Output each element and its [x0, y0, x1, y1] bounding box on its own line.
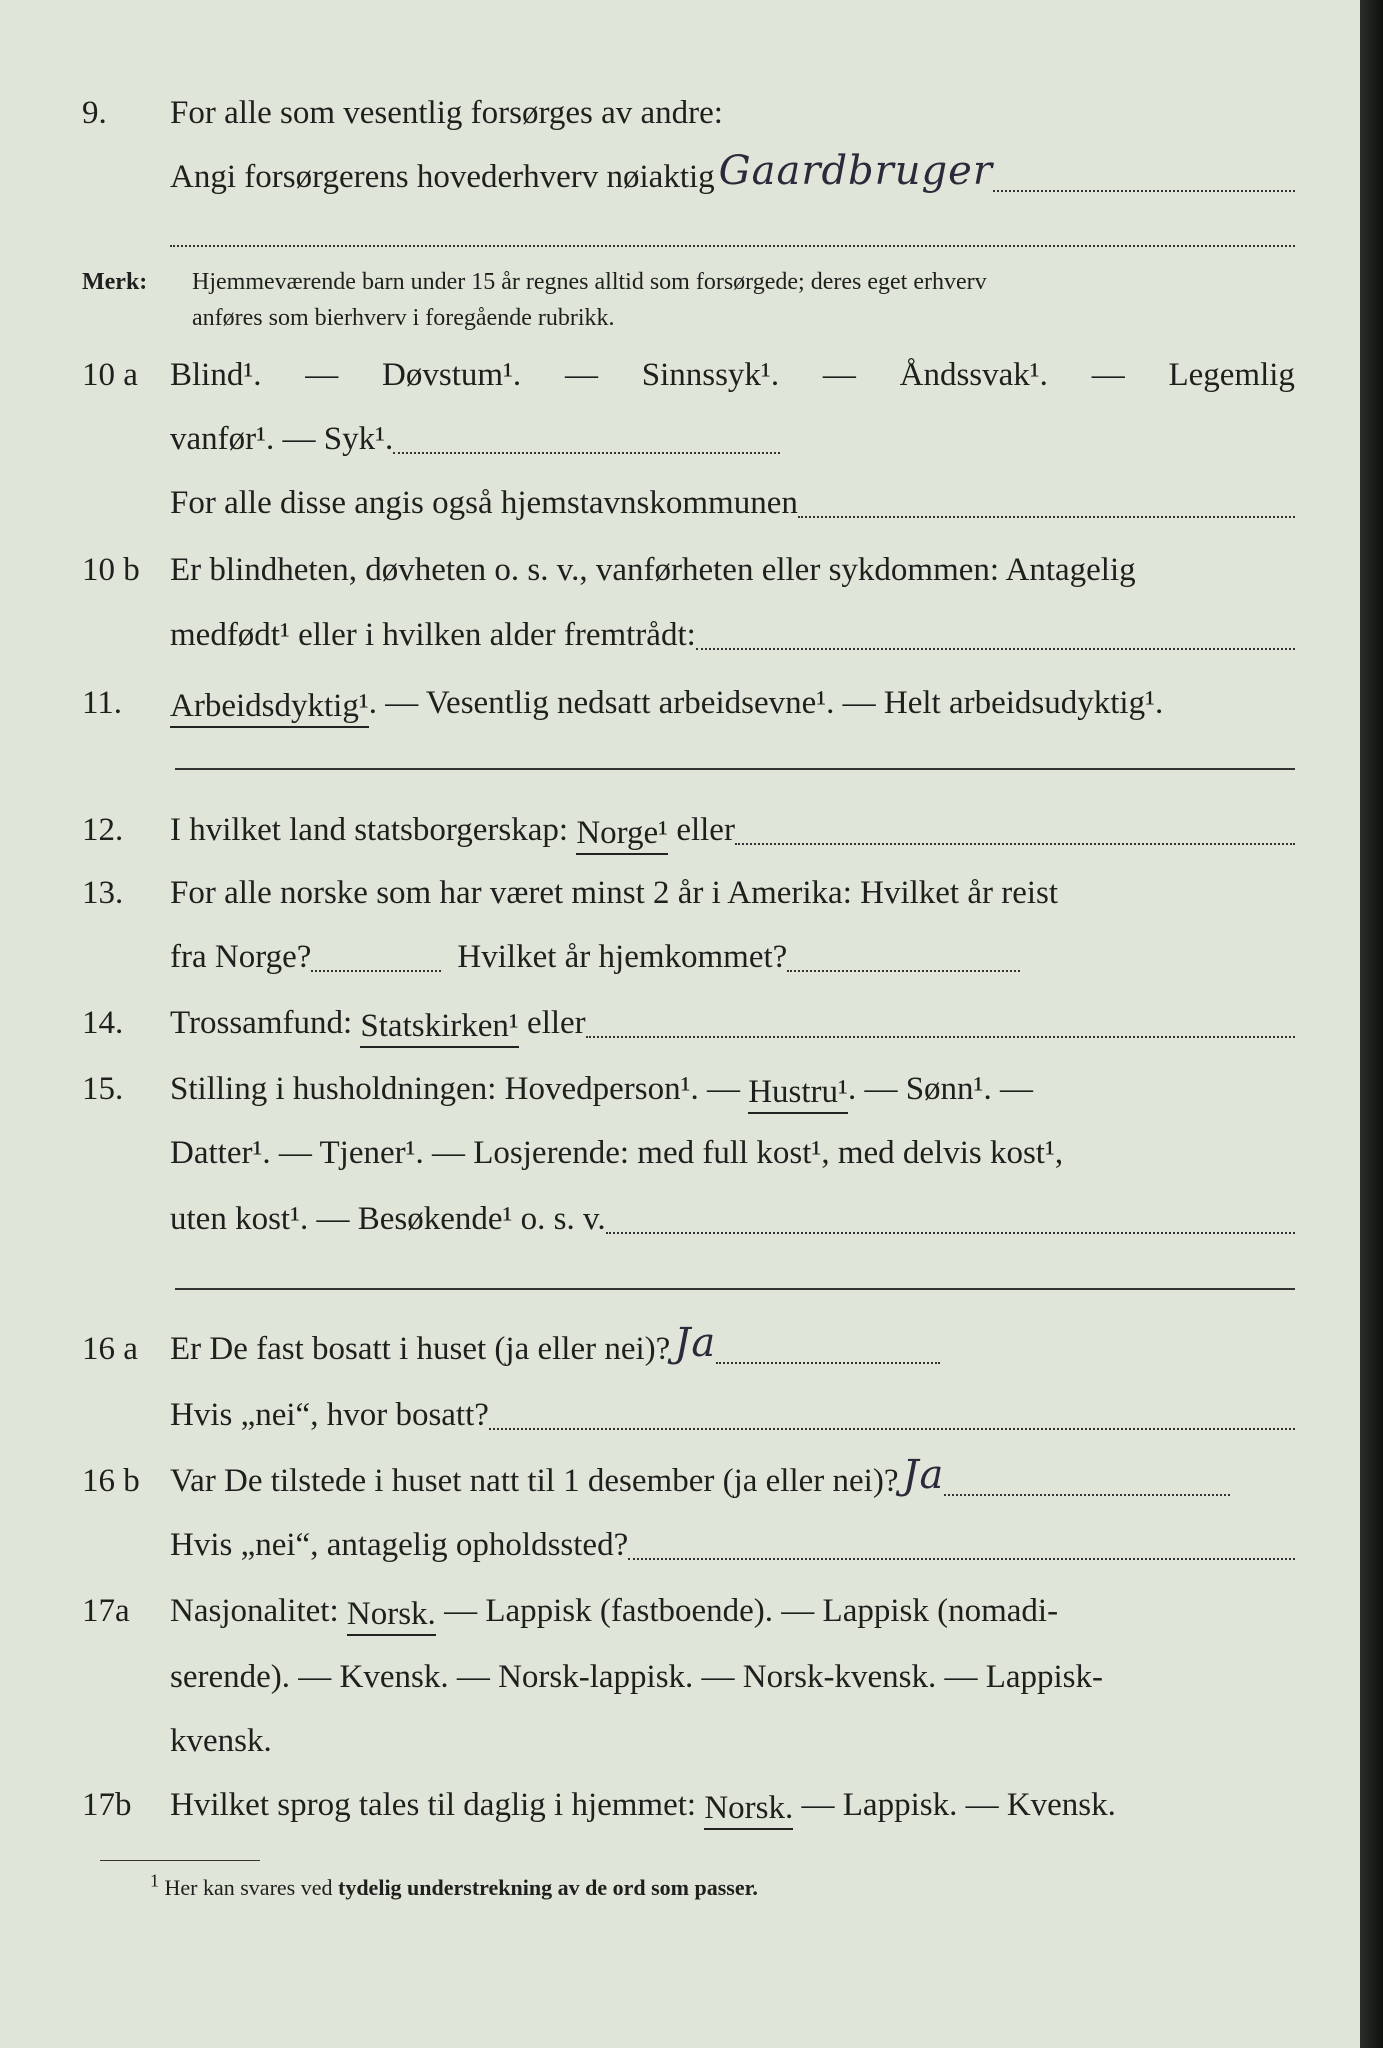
answer-line [993, 188, 1295, 192]
question-10b-text: Er blindheten, døvheten o. s. v., vanførheten eller sykdommen: Antagelig [170, 552, 1136, 588]
question-text [170, 414, 780, 464]
question-11-options: . — Vesentlig nedsatt arbeidsevne¹. — Helt arbeidsudyktig¹. [368, 685, 1164, 721]
question-number: 14. [82, 1005, 124, 1041]
question-9-text: For alle som vesentlig forsørges av andre: [170, 95, 723, 131]
question-9-prompt: Angi forsørgerens hovederhverv nøiaktig [170, 159, 715, 195]
underlined-answer: Norsk. [704, 1788, 793, 1830]
question-16a-text: Er De fast bosatt i huset (ja eller nei)? [170, 1331, 671, 1367]
question-15-options-2: Datter¹. — Tjener¹. — Losjerende: med full kost¹, med delvis kost¹, [170, 1135, 1064, 1171]
question-number: 12. [82, 812, 124, 848]
option-dovstum: Døvstum¹. [382, 357, 522, 393]
question-number: 16 a [82, 1331, 138, 1367]
question-number: 9. [82, 95, 107, 131]
question-15-options: . — Sønn¹. — [847, 1071, 1033, 1107]
note-line-2: anføres som bierhverv i foregående rubrikk. [192, 305, 615, 331]
question-text [170, 868, 1295, 918]
handwritten-answer: Gaardbruger [718, 148, 993, 194]
question-number: 17b [82, 1787, 132, 1823]
footnote-rule [100, 1860, 260, 1861]
dash: — [564, 357, 598, 393]
question-17a-options-2: serende). — Kvensk. — Norsk-lappisk. — Norsk-kvensk. — Lappisk- [170, 1659, 1104, 1695]
answer-line [175, 768, 680, 770]
question-text [170, 1780, 1295, 1830]
footnote-text: Her kan svares ved [164, 1875, 338, 1900]
question-number: 10 a [82, 357, 138, 393]
question-17a-text: Nasjonalitet: [170, 1593, 347, 1629]
answer-line [944, 1492, 1230, 1496]
option-vanfor-syk: vanfør¹. — Syk¹. [170, 421, 394, 457]
scan-edge [1360, 0, 1383, 2048]
answer-line [696, 646, 1295, 650]
question-text [170, 678, 1295, 728]
question-17b-options: — Lappisk. — Kvensk. [793, 1787, 1116, 1823]
question-17a-options: — Lappisk (fastboende). — Lappisk (nomadi- [435, 1593, 1059, 1629]
footnote-mark: 1 [150, 1870, 159, 1891]
answer-line [170, 245, 1295, 247]
option-blind: Blind¹. [170, 357, 262, 393]
question-text [170, 1452, 1230, 1506]
question-17b-text: Hvilket sprog tales til daglig i hjemmet: [170, 1787, 705, 1823]
question-12-text: I hvilket land statsborgerskap: [170, 812, 577, 848]
question-text [170, 610, 1295, 660]
question-text [170, 805, 1295, 855]
answer-line [393, 450, 780, 454]
question-text [170, 1652, 1295, 1702]
question-16b-text: Var De tilstede i huset natt til 1 desember (ja eller nei)? [170, 1463, 899, 1499]
question-text [170, 148, 1295, 202]
note-text [192, 264, 1382, 336]
question-15-options-3: uten kost¹. — Besøkende¹ o. s. v. [170, 1201, 606, 1237]
question-text [170, 350, 1295, 400]
answer-line [787, 968, 1020, 972]
question-text [170, 998, 1295, 1048]
question-text [170, 1128, 1295, 1178]
answer-line [606, 1230, 1295, 1234]
question-text [170, 932, 1020, 982]
dash: — [1091, 357, 1125, 393]
underlined-answer: Norge¹ [576, 813, 668, 855]
question-text [170, 1390, 1295, 1440]
option-legemlig: Legemlig [1168, 357, 1295, 393]
answer-line [716, 1360, 940, 1364]
answer-line [586, 1034, 1295, 1038]
question-17a-options-3: kvensk. [170, 1723, 272, 1759]
answer-line [680, 768, 1295, 770]
question-12-tail: eller [668, 812, 735, 848]
question-13-text: For alle norske som har været minst 2 år i Amerika: Hvilket år reist [170, 875, 1059, 911]
answer-line [489, 1426, 1295, 1430]
question-16b-prompt: Hvis „nei“, antagelig opholdssted? [170, 1527, 629, 1563]
question-number: 13. [82, 875, 124, 911]
question-text [170, 88, 870, 138]
underlined-answer: Norsk. [347, 1594, 436, 1636]
hometown-prompt: For alle disse angis også hjemstavnskommunen [170, 485, 798, 521]
question-number: 16 b [82, 1463, 140, 1499]
answer-line [735, 841, 1295, 845]
question-text [170, 1586, 1295, 1636]
footnote [150, 1870, 758, 1903]
question-15-text: Stilling i husholdningen: Hovedperson¹. — [170, 1071, 749, 1107]
answer-line [175, 1288, 1295, 1290]
option-andssvak: Åndssvak¹. [899, 357, 1048, 393]
question-text [170, 545, 1295, 595]
note-label: Merk: [82, 269, 148, 295]
dash: — [305, 357, 339, 393]
answer-line [628, 1556, 1295, 1560]
option-sinnssyk: Sinnssyk¹. [641, 357, 780, 393]
underlined-answer: Arbeidsdyktig¹ [170, 686, 369, 728]
question-text [170, 1194, 1295, 1244]
question-text [170, 1064, 1295, 1114]
question-14-text: Trossamfund: [170, 1005, 361, 1041]
question-16a-prompt: Hvis „nei“, hvor bosatt? [170, 1397, 489, 1433]
question-number: 10 b [82, 552, 140, 588]
year-left-prompt: fra Norge? [170, 939, 312, 975]
question-14-tail: eller [518, 1005, 586, 1041]
question-number: 17a [82, 1593, 130, 1629]
handwritten-answer: Ja [674, 1320, 717, 1366]
handwritten-answer: Ja [902, 1452, 945, 1498]
question-text [170, 1520, 1295, 1570]
question-text [170, 1716, 1295, 1766]
question-number: 15. [82, 1071, 124, 1107]
question-text [170, 478, 1295, 528]
underlined-answer: Statskirken¹ [360, 1006, 518, 1048]
answer-line [798, 514, 1295, 518]
answer-line [311, 968, 441, 972]
question-text [170, 1320, 940, 1374]
underlined-answer: Hustru¹ [748, 1072, 848, 1114]
note-line-1: Hjemmeværende barn under 15 år regnes alltid som forsørgede; deres eget erhverv [192, 269, 987, 295]
question-number: 11. [82, 685, 123, 721]
question-10b-prompt: medfødt¹ eller i hvilken alder fremtrådt: [170, 617, 696, 653]
footnote-emphasis: tydelig understrekning av de ord som passer. [338, 1875, 758, 1900]
year-returned-prompt: Hvilket år hjemkommet? [457, 939, 788, 975]
dash: — [822, 357, 856, 393]
